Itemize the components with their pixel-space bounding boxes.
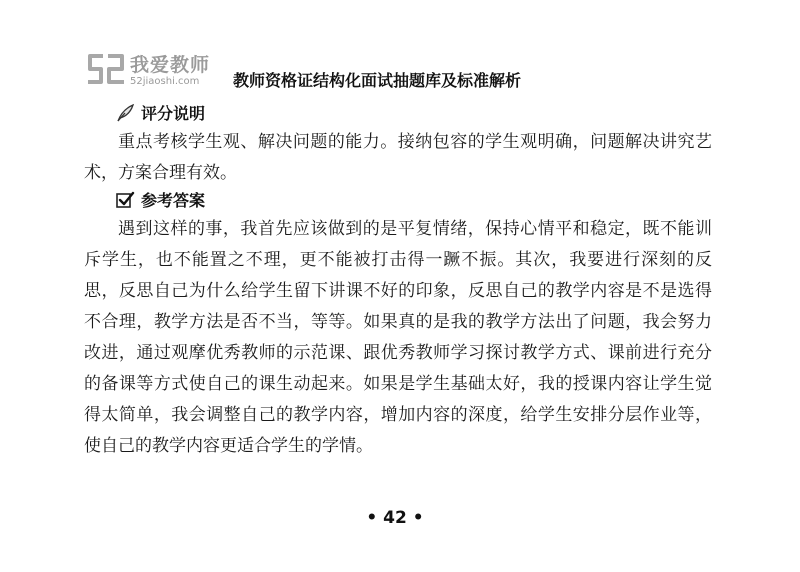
page-header	[86, 48, 726, 96]
answer-heading-label: 参考答案	[141, 191, 206, 210]
scoring-heading	[115, 101, 205, 124]
scoring-text: 重点考核学生观、解决问题的能力。接纳包容的学生观明确，问题解决讲究艺术，方案合理有效。	[84, 132, 712, 183]
book-title: 教师资格证结构化面试抽题库及标准解析	[233, 71, 522, 90]
answer-heading	[115, 188, 205, 211]
logo-name: 我爱教师	[130, 54, 211, 76]
scoring-heading-label: 评分说明	[141, 104, 206, 123]
quill-icon	[115, 103, 135, 123]
checkbox-checked-icon	[115, 190, 135, 210]
page-number: • 42 •	[366, 508, 424, 528]
site-logo	[86, 50, 226, 94]
logo-mark-icon	[86, 52, 126, 86]
logo-url: 52jiaoshi.com	[130, 76, 200, 87]
answer-text: 遇到这样的事，我首先应该做到的是平复情绪，保持心情平和稳定，既不能训斥学生，也不能置之不理，更不能被打击得一蹶不振。其次，我要进行深刻的反思，反思自己为什么给学生留下讲课不好的印象，反思自己的教学内容是不是选得不合理，教学方法是否不当，等等。如果真的是我的教学方法出了问题，我会努力改进，通过观摩优秀教师的示范课、跟优秀教师学习探讨教学方式、课前进行充分的备课等方式使自己的课生动起来。如果是学生基础太好，我的授课内容让学生觉得太简单，我会调整自己的教学内容，增加内容的深度，给学生安排分层作业等，使自己的教学内容更适合学生的学情。	[84, 219, 712, 456]
